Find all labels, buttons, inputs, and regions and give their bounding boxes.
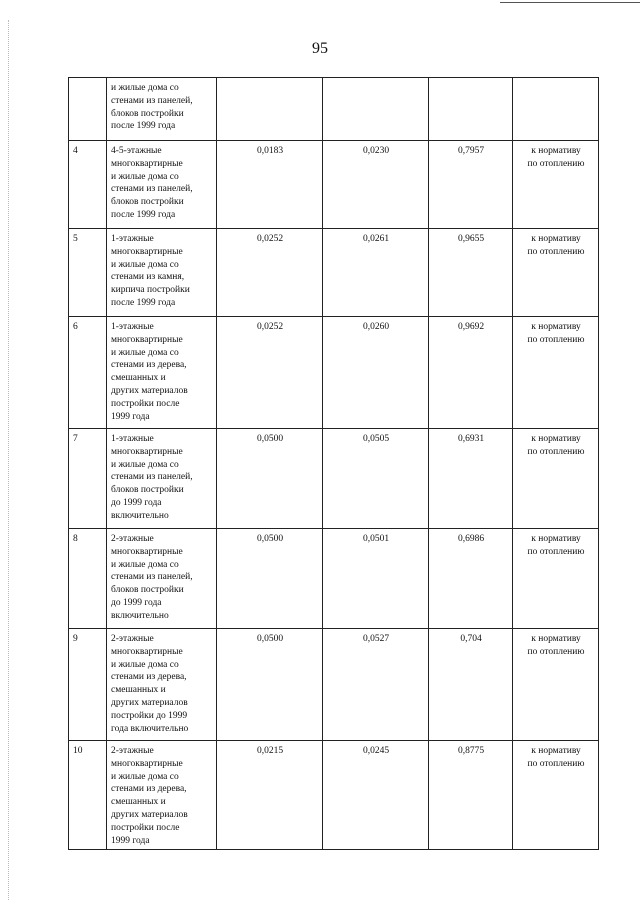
table-row [69,317,599,429]
value-1-cell [217,78,323,141]
value-3-cell: 0,6931 [429,429,513,529]
value-3-cell: 0,6986 [429,529,513,629]
row-number-cell: 4 [69,141,107,229]
note-cell: к нормативу по отоплению [513,629,599,741]
value-2-cell: 0,0501 [323,529,429,629]
row-number-cell: 10 [69,741,107,850]
note-cell: к нормативу по отоплению [513,429,599,529]
table-row [69,429,599,529]
table-row [69,78,599,141]
note-cell: к нормативу по отоплению [513,529,599,629]
table-row [69,229,599,317]
row-number-cell: 5 [69,229,107,317]
row-number-cell: 6 [69,317,107,429]
value-1-cell: 0,0500 [217,629,323,741]
note-cell [513,78,599,141]
note-cell: к нормативу по отоплению [513,141,599,229]
value-2-cell: 0,0527 [323,629,429,741]
building-type-cell: и жилые дома со стенами из панелей, блоков постройки после 1999 года [107,78,217,141]
page-number: 95 [312,40,328,57]
building-type-cell: 1-этажные многоквартирные и жилые дома со стенами из камня, кирпича постройки после 1999 года [107,229,217,317]
value-3-cell [429,78,513,141]
value-2-cell: 0,0230 [323,141,429,229]
building-type-cell: 1-этажные многоквартирные и жилые дома со стенами из панелей, блоков постройки до 1999 года включительно [107,429,217,529]
value-1-cell: 0,0252 [217,229,323,317]
note-cell: к нормативу по отоплению [513,229,599,317]
top-rule [500,2,640,3]
value-1-cell: 0,0500 [217,429,323,529]
row-number-cell: 7 [69,429,107,529]
value-3-cell: 0,9655 [429,229,513,317]
value-3-cell: 0,9692 [429,317,513,429]
value-1-cell: 0,0215 [217,741,323,850]
note-cell: к нормативу по отоплению [513,741,599,850]
building-type-cell: 2-этажные многоквартирные и жилые дома со стенами из дерева, смешанных и других материалов постройки после 1999 года [107,741,217,850]
note-cell: к нормативу по отоплению [513,317,599,429]
row-number-cell: 9 [69,629,107,741]
table-row [69,141,599,229]
value-3-cell: 0,704 [429,629,513,741]
value-1-cell: 0,0500 [217,529,323,629]
row-number-cell: 8 [69,529,107,629]
table-row [69,629,599,741]
value-2-cell: 0,0245 [323,741,429,850]
table-row [69,529,599,629]
value-3-cell: 0,7957 [429,141,513,229]
margin-scan-edge [8,20,9,900]
value-2-cell: 0,0260 [323,317,429,429]
building-type-cell: 2-этажные многоквартирные и жилые дома со стенами из дерева, смешанных и других материалов постройки до 1999 года включительно [107,629,217,741]
norms-table [68,77,599,850]
building-type-cell: 1-этажные многоквартирные и жилые дома со стенами из дерева, смешанных и других материалов постройки после 1999 года [107,317,217,429]
building-type-cell: 4-5-этажные многоквартирные и жилые дома со стенами из панелей, блоков постройки после 1999 года [107,141,217,229]
value-3-cell: 0,8775 [429,741,513,850]
table-body [69,78,599,850]
building-type-cell: 2-этажные многоквартирные и жилые дома со стенами из панелей, блоков постройки до 1999 года включительно [107,529,217,629]
value-2-cell: 0,0261 [323,229,429,317]
value-2-cell: 0,0505 [323,429,429,529]
value-2-cell [323,78,429,141]
value-1-cell: 0,0183 [217,141,323,229]
table-row [69,741,599,850]
row-number-cell [69,78,107,141]
value-1-cell: 0,0252 [217,317,323,429]
